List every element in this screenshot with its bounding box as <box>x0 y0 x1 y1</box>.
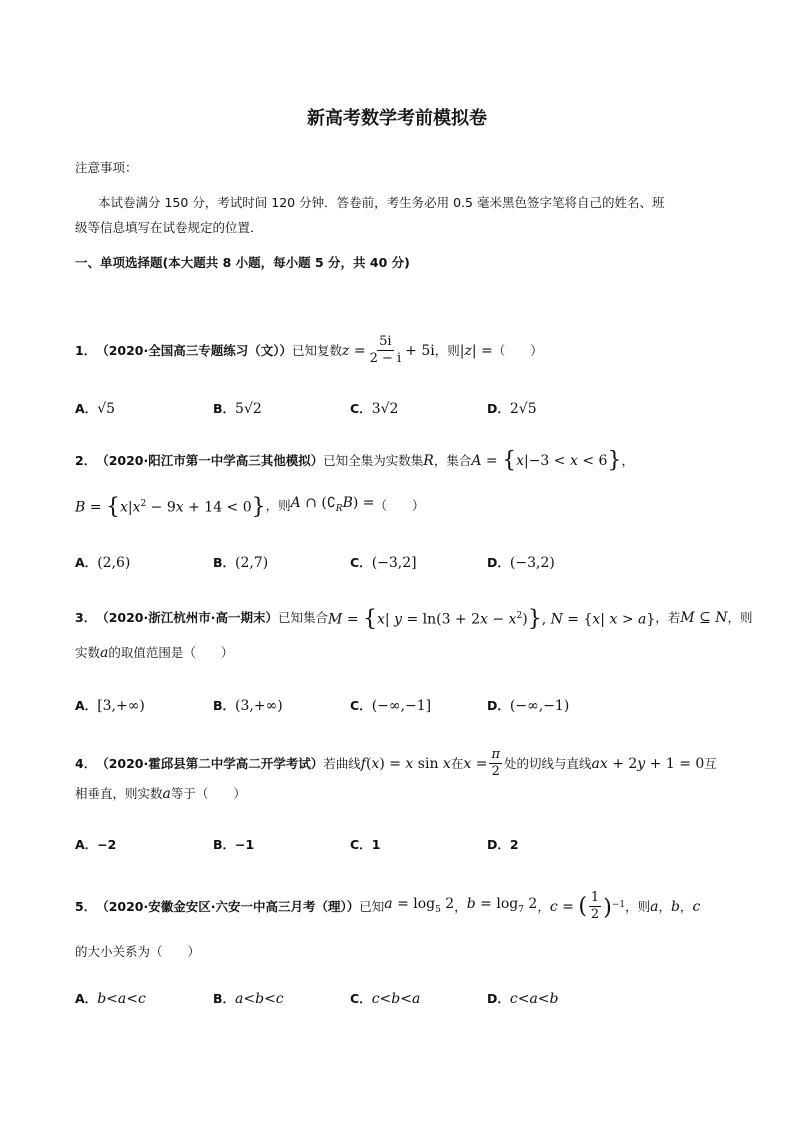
question-text: 已知 <box>359 898 385 914</box>
formula: a <box>162 786 171 802</box>
question-number: 2． <box>75 453 97 468</box>
option-d: D．(−∞,−1) <box>487 698 570 714</box>
question-text: 处的切线与直线 <box>503 755 592 771</box>
formula: + 5i <box>405 342 435 359</box>
option-c: C．3√2 <box>350 401 399 417</box>
option-b: B．−1 <box>213 837 255 852</box>
question-text: 的取值范围是（ ） <box>108 645 234 660</box>
question-source: （2020·阳江市第一中学高三其他模拟） <box>96 453 324 468</box>
question-2 <box>75 448 634 473</box>
question-text: ，若 <box>655 609 681 625</box>
question-source: （2020·浙江杭州市·高一期末） <box>96 609 278 625</box>
option-a: A．(2,6) <box>75 555 131 571</box>
formula: c = ( <box>549 893 587 919</box>
question-text: 相垂直，则实数 <box>75 786 163 801</box>
formula: ax + 2y + 1 = 0 <box>591 755 705 772</box>
formula: c <box>692 898 701 915</box>
question-text: ，集合 <box>433 453 472 468</box>
notice-line-2: 级等信息填写在试卷规定的位置． <box>75 220 263 235</box>
option-b: B．5√2 <box>213 401 262 417</box>
question-3 <box>75 606 753 632</box>
question-text: （ ） <box>492 342 543 358</box>
question-4-line-2 <box>75 785 246 803</box>
option-d: D．c<a<b <box>487 991 559 1007</box>
question-text: ，则 <box>727 609 753 625</box>
question-text: ， <box>621 453 634 468</box>
question-source: （2020·安徽金安区·六安一中高三月考（理）） <box>96 898 360 914</box>
formula: f(x) = x sin x <box>360 755 451 772</box>
formula: |z| = <box>459 342 493 359</box>
formula: $b = \log_7 2$ <box>466 895 538 915</box>
question-text: ，则 <box>265 497 291 513</box>
question-text: 在 <box>450 755 464 771</box>
formula: A = {x|−3 < x < 6} <box>471 448 622 473</box>
option-b: B．(2,7) <box>213 555 269 571</box>
question-text: 实数 <box>75 645 101 660</box>
question-5-line-2: 的大小关系为（ ） <box>75 944 201 959</box>
question-source: （2020·霍邱县第二中学高二开学考试） <box>96 755 324 771</box>
question-2-line-2 <box>75 494 425 518</box>
fraction: $\frac{1}{2}$ <box>590 890 600 922</box>
formula: a <box>100 645 109 661</box>
question-number: 1． <box>75 342 97 358</box>
question-5 <box>75 890 700 923</box>
option-c: C．c<b<a <box>350 991 421 1007</box>
option-a: A．[3,+∞) <box>75 698 145 714</box>
question-source: （2020·全国高三专题练习（文）） <box>96 342 292 358</box>
question-number: 4． <box>75 755 97 771</box>
option-c: C．(−3,2] <box>350 555 417 571</box>
option-d: D．2 <box>487 837 519 852</box>
question-number: 3． <box>75 609 97 625</box>
question-4 <box>75 747 717 780</box>
formula: $a = \log_5 2$ <box>384 895 455 915</box>
section-heading: 一、单项选择题(本大题共 8 小题，每小题 5 分，共 40 分) <box>75 255 410 270</box>
page-title: 新高考数学考前模拟卷 <box>307 108 487 129</box>
option-c: C．(−∞,−1] <box>350 698 432 714</box>
question-number: 5． <box>75 898 97 914</box>
formula: b <box>670 898 680 915</box>
option-b: B．a<b<c <box>213 991 284 1007</box>
formula: M = {x| $y = \ln(3 + 2x - x^2)$}, N = {x| x > a} <box>328 606 656 632</box>
question-text: 等于（ ） <box>170 786 246 801</box>
formula: R <box>423 453 434 469</box>
formula: x = <box>463 755 488 772</box>
option-d: D．(−3,2) <box>487 555 555 571</box>
formula: $B = \{x|x^2 - 9x + 14 < 0\}$ <box>75 494 266 520</box>
question-text: 已知集合 <box>278 609 329 625</box>
option-c: C．1 <box>350 837 381 852</box>
option-a: A．−2 <box>75 837 117 852</box>
formula: )$^{-1}$ <box>603 895 626 921</box>
question-text: （ ） <box>374 497 425 513</box>
option-d: D．2√5 <box>487 401 537 417</box>
question-text: ，则 <box>434 342 460 358</box>
question-text: 若曲线 <box>323 755 361 771</box>
question-text: 已知复数 <box>292 342 343 358</box>
question-text: 互 <box>704 755 717 771</box>
formula: a <box>650 898 659 915</box>
question-text: ，则 <box>625 898 651 914</box>
formula: M ⊆ N <box>680 609 728 626</box>
option-b: B．(3,+∞) <box>213 698 283 714</box>
question-text: ， <box>454 898 467 914</box>
question-text: ， <box>658 898 671 914</box>
question-text: ， <box>537 898 550 914</box>
question-text: 已知全集为实数集 <box>323 453 424 468</box>
question-text: ， <box>679 898 693 914</box>
question-3-line-2 <box>75 644 233 662</box>
notice-heading: 注意事项： <box>75 160 138 175</box>
option-a: A．b<a<c <box>75 991 146 1007</box>
option-a: A．√5 <box>75 401 116 417</box>
formula: A ∩ $(∁_RB)$ = <box>290 495 375 514</box>
formula: z = <box>342 342 366 359</box>
fraction: $\frac{5i}{2 - i}$ <box>369 334 402 366</box>
question-1 <box>75 334 543 367</box>
fraction: $\frac{\pi}{2}$ <box>491 747 500 779</box>
notice-line-1: 本试卷满分 150 分，考试时间 120 分钟．答卷前，考生务必用 0.5 毫米黑色签字笔将自己的姓名、班 <box>98 195 665 210</box>
